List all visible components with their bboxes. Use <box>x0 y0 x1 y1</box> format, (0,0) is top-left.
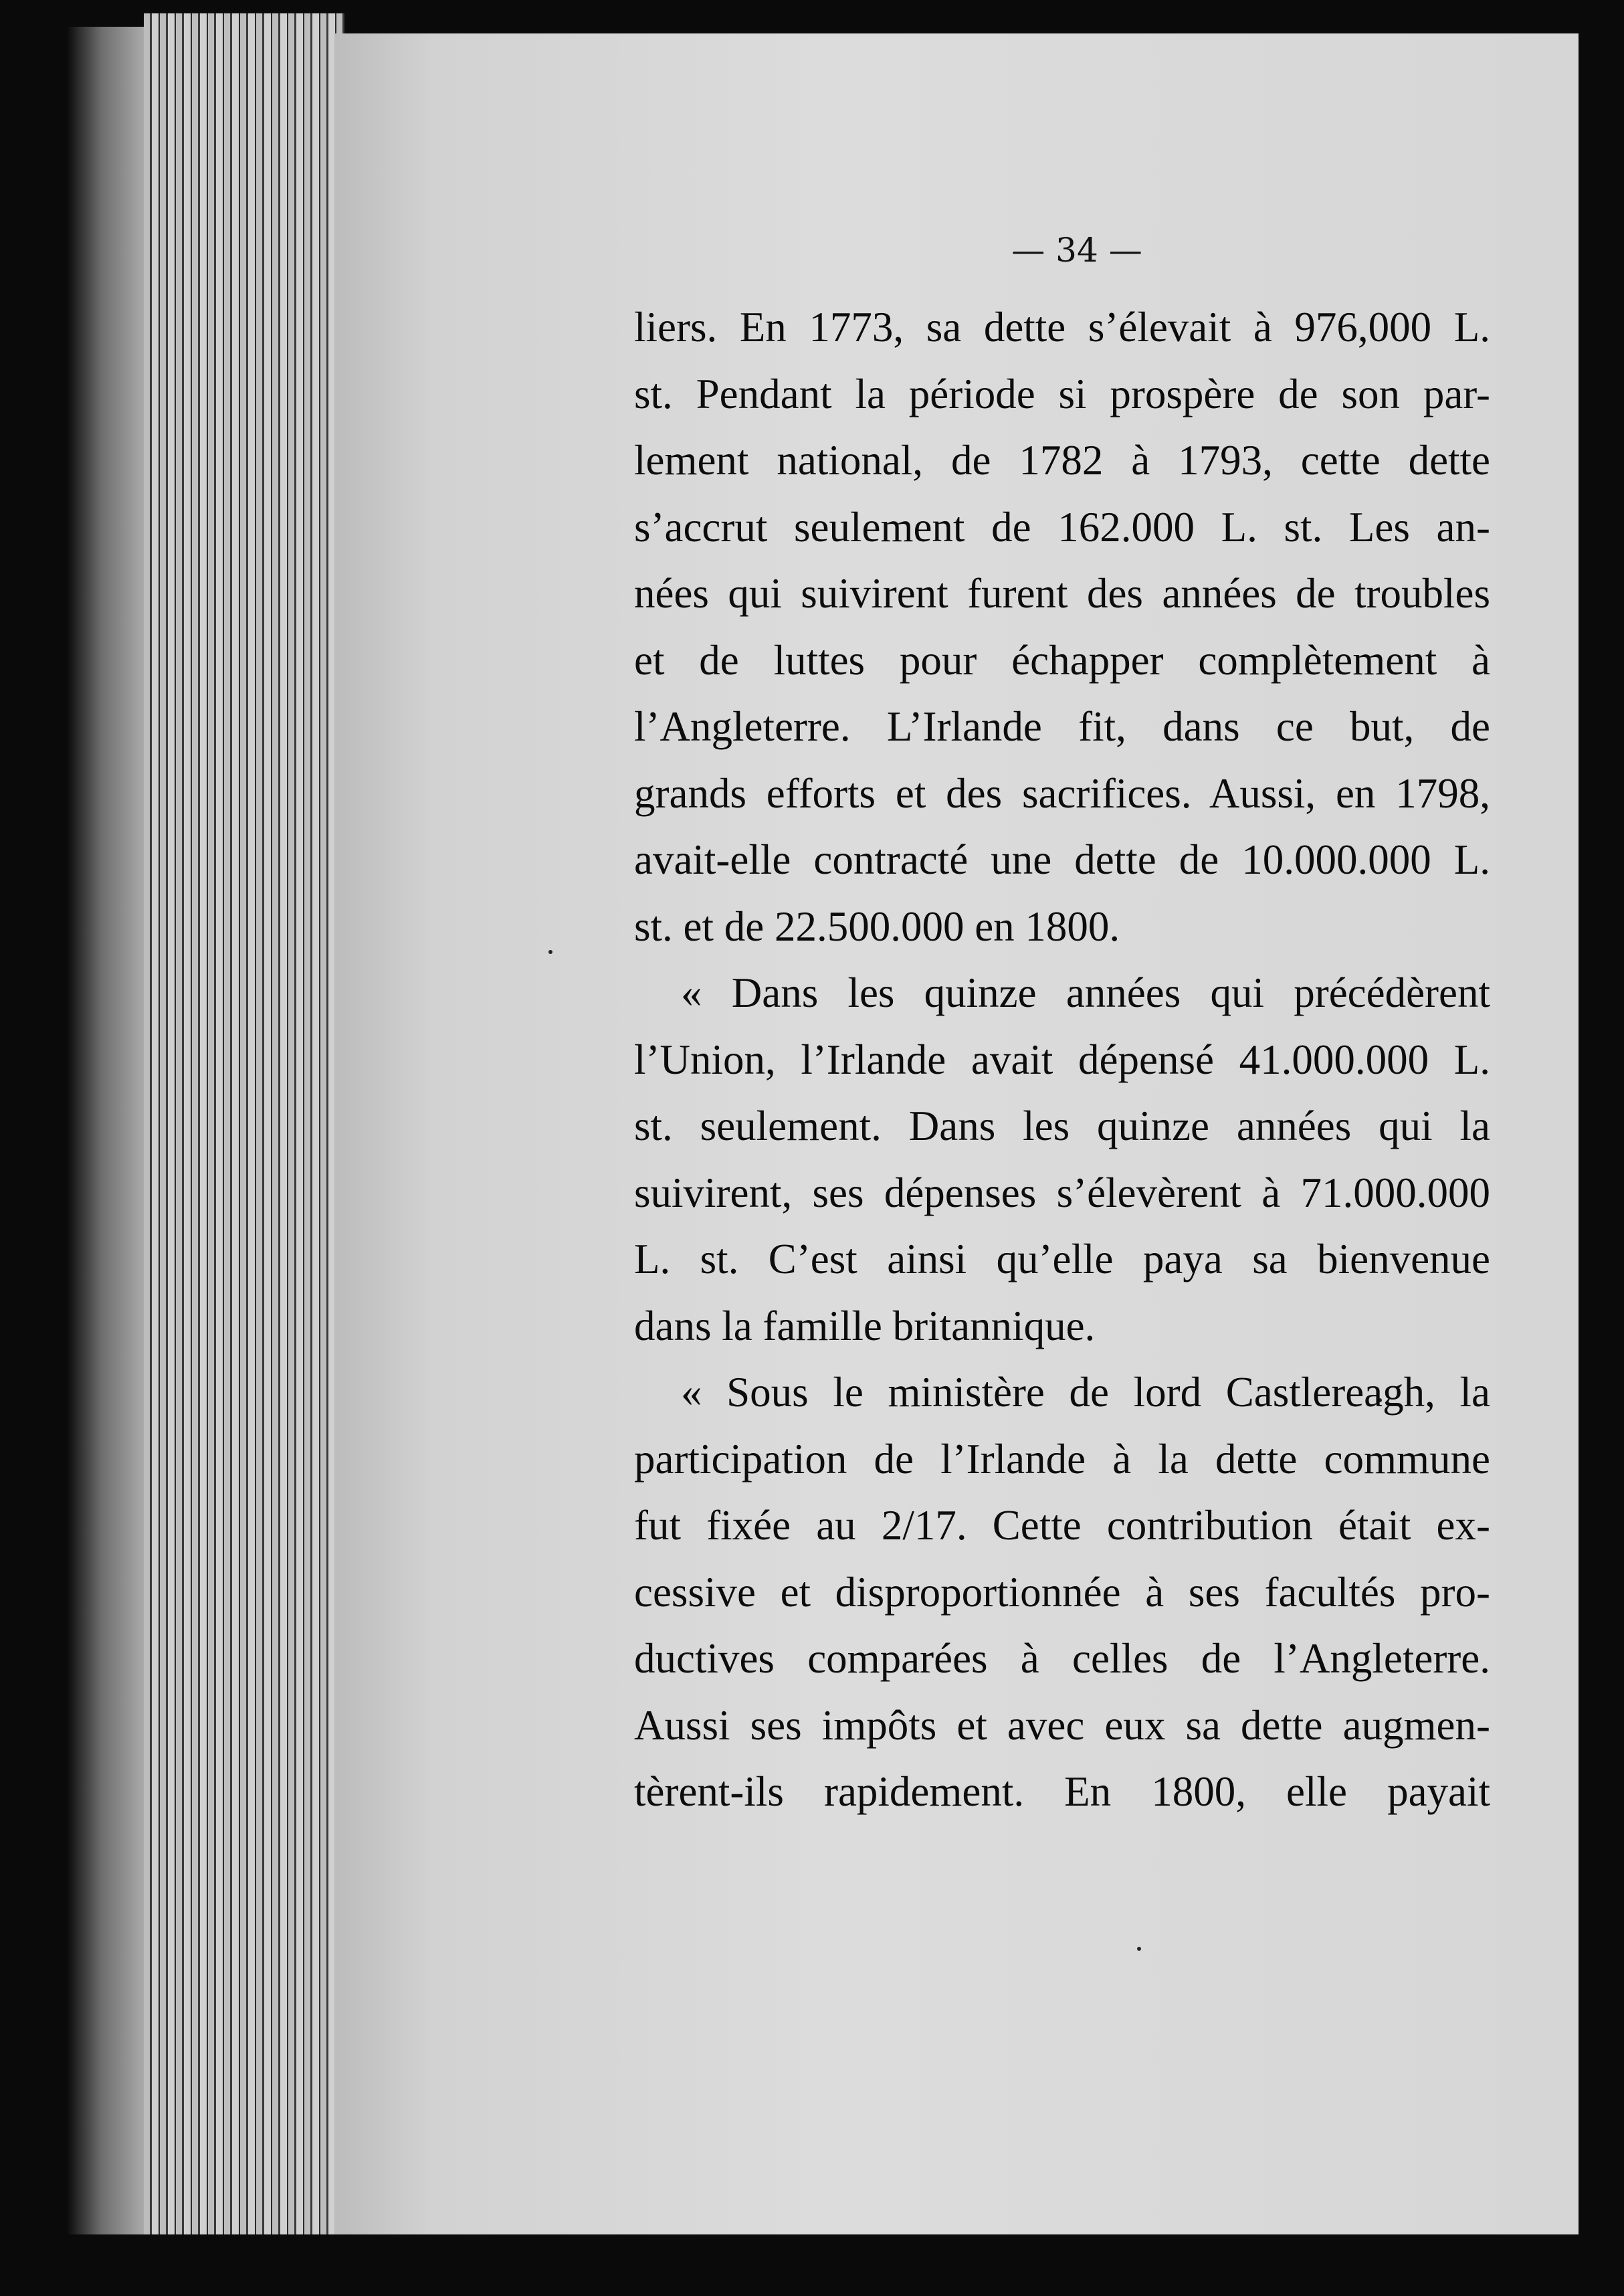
page-edge-shadow <box>67 27 154 2234</box>
text-line: l’Union, l’Irlande avait dépensé 41.000.000 L. <box>634 1036 1490 1083</box>
text-line: suivirent, ses dépenses s’élevèrent à 71.000.000 <box>634 1169 1490 1216</box>
text-line: s’accrut seulement de 162.000 L. st. Les an- <box>634 503 1490 551</box>
text-line: et de luttes pour échapper complètement à <box>634 636 1490 684</box>
text-line: l’Angleterre. L’Irlande fit, dans ce but, de <box>634 703 1490 750</box>
text-line: « Sous le ministère de lord Castlereagh, la <box>681 1369 1490 1416</box>
text-line: fut fixée au 2/17. Cette contribution était ex- <box>634 1502 1490 1549</box>
stacked-page-edges <box>144 13 344 2234</box>
text-line: st. et de 22.500.000 en 1800. <box>634 902 1120 950</box>
text-line: L. st. C’est ainsi qu’elle paya sa bienvenue <box>634 1236 1490 1282</box>
text-line: « Dans les quinze années qui précédèrent <box>681 969 1490 1016</box>
ink-speck <box>548 950 552 954</box>
text-line: st. Pendant la période si prospère de son par- <box>634 370 1490 417</box>
text-line: avait-elle contracté une dette de 10.000.000 L. <box>634 836 1490 883</box>
text-line: grands efforts et des sacrifices. Aussi, en 1798, <box>634 769 1490 817</box>
text-line: nées qui suivirent furent des années de troubles <box>634 570 1490 617</box>
text-line: liers. En 1773, sa dette s’élevait à 976,000 L. <box>634 304 1490 351</box>
ink-speck <box>1137 1947 1141 1951</box>
text-line: cessive et disproportionnée à ses facultés pro- <box>634 1568 1490 1616</box>
body-text <box>634 294 1490 1826</box>
text-line: tèrent-ils rapidement. En 1800, elle payait <box>634 1768 1490 1815</box>
text-line: dans la famille britannique. <box>634 1302 1096 1349</box>
text-line: lement national, de 1782 à 1793, cette dette <box>634 437 1490 484</box>
page-number: — 34 — <box>1011 231 1142 270</box>
text-line: st. seulement. Dans les quinze années qui la <box>634 1103 1490 1149</box>
text-line: ductives comparées à celles de l’Angleterre. <box>634 1635 1490 1682</box>
text-line: Aussi ses impôts et avec eux sa dette augmen- <box>634 1701 1490 1749</box>
text-line: participation de l’Irlande à la dette commune <box>634 1435 1490 1482</box>
